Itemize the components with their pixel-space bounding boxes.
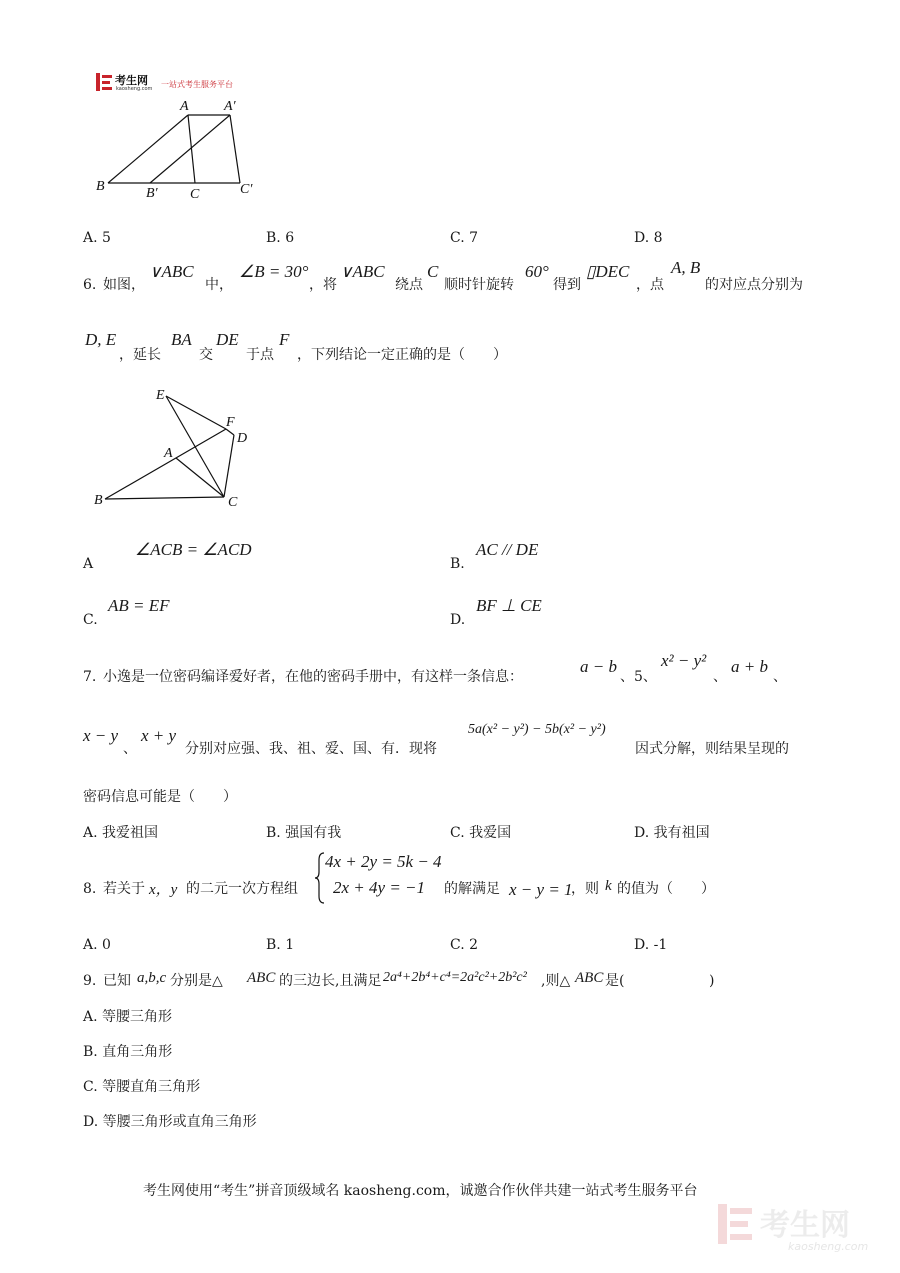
q7-math: 5a(x² − y²) − 5b(x² − y²) [468, 722, 606, 737]
q8-text: 的二元一次方程组 [186, 881, 298, 897]
watermark-logo-icon [718, 1204, 752, 1244]
q6-text: 交 [199, 347, 213, 363]
q6-option-letter: B. [450, 556, 465, 572]
q8-math: x，y [149, 882, 178, 898]
watermark-domain: kaosheng.com [788, 1240, 869, 1253]
q9-option-a[interactable]: A. 等腰三角形 [83, 1009, 173, 1025]
q6-math: D, E [85, 330, 117, 349]
q7-math: x + y [141, 726, 177, 745]
q6-label-F: F [226, 415, 235, 430]
q6-math: ▯DEC [586, 262, 630, 281]
logo-name: 考生网 [115, 74, 148, 87]
q7-text: 因式分解，则结果呈现的 [635, 741, 789, 757]
q9-stem [83, 970, 723, 992]
header-logo [96, 72, 266, 94]
q6-math: ∠B = 30° [239, 262, 309, 281]
q6-math: ∨ABC [340, 262, 385, 281]
q5-label-B: B [96, 179, 105, 194]
q7-math: a − b [580, 657, 617, 676]
q5-line-B2A2 [150, 115, 230, 183]
page-footer: 考生网使用“考生”拼音顶级域名 kaosheng.com，诚邀合作伙伴共建一站式考生服务平台 [143, 1183, 698, 1199]
watermark-logo [718, 1200, 888, 1258]
q8-option-a[interactable]: A. 0 [83, 937, 111, 953]
q8-text: 的值为（ ） [617, 881, 715, 897]
q8-brace-icon [315, 852, 325, 904]
q6-line-BC [105, 497, 224, 499]
q5-label-C: C [190, 187, 200, 202]
q6-text: ，下列结论一定正确的是（ ） [297, 347, 507, 363]
q9-text: ,则△ [541, 973, 571, 989]
q6-label-D: D [237, 431, 248, 446]
q6-option-a[interactable] [83, 540, 303, 574]
q5-option-a[interactable]: A. 5 [83, 230, 111, 246]
q8-equation-2: 2x + 4y = −1 [333, 878, 426, 897]
q5-label-B2: B′ [146, 186, 158, 201]
q8-option-c[interactable]: C. 2 [450, 937, 479, 953]
q6-text: ，延长 [119, 347, 161, 363]
q9-text: 分别是△ [170, 973, 223, 989]
q8-math: k [605, 878, 612, 894]
q9-number: 9. [83, 973, 97, 989]
q9-text: ) [709, 973, 715, 989]
q8-stem [83, 850, 743, 906]
q5-label-C2: C′ [240, 182, 253, 197]
q8-option-b[interactable]: B. 1 [266, 937, 295, 953]
q6-line-DC [224, 435, 234, 497]
q6-math: F [279, 330, 290, 349]
q6-option-d[interactable] [450, 596, 650, 630]
q7-text: 、 [773, 669, 787, 685]
q7-option-d[interactable]: D. 我有祖国 [634, 825, 710, 841]
q6-stem-line1 [83, 258, 823, 296]
q6-math: ∨ABC [149, 262, 194, 281]
q5-line-A2C2 [230, 115, 240, 183]
q6-line-EC [166, 396, 224, 497]
q7-option-a[interactable]: A. 我爱祖国 [83, 825, 159, 841]
q7-text: 、 [123, 741, 137, 757]
q6-text: 得到 [553, 277, 581, 293]
q6-math: C [427, 262, 439, 281]
q6-text: 的对应点分别为 [705, 277, 803, 293]
q8-number: 8. [83, 881, 97, 897]
q6-label-C: C [228, 495, 238, 510]
q5-line-BA [108, 115, 188, 183]
q6-option-math: ∠ACB = ∠ACD [135, 540, 252, 559]
q8-equation-1: 4x + 2y = 5k − 4 [325, 852, 442, 871]
q7-stem-line2 [83, 722, 813, 756]
watermark-name: 考生网 [760, 1208, 850, 1243]
q6-text: ，将 [309, 277, 337, 293]
q7-number: 7. [83, 669, 97, 685]
q5-label-A2: A′ [224, 99, 236, 114]
q6-label-B: B [94, 493, 103, 508]
logo-domain: kaosheng.com [116, 86, 153, 92]
q6-text: 如图， [103, 277, 145, 293]
q9-option-c[interactable]: C. 等腰直角三角形 [83, 1079, 201, 1095]
q6-option-c[interactable] [83, 596, 283, 630]
q6-option-math: AC // DE [476, 540, 539, 559]
q7-text: 、5、 [620, 669, 657, 685]
q6-number: 6. [83, 277, 97, 293]
q6-label-A: A [164, 446, 173, 461]
q9-text: 已知 [103, 973, 131, 989]
q7-option-c[interactable]: C. 我爱国 [450, 825, 512, 841]
q6-math: BA [171, 330, 192, 349]
q7-math: a + b [731, 657, 768, 676]
logo-slogan: 一站式考生服务平台 [161, 80, 233, 89]
q9-text: 的三边长,且满足 [279, 973, 382, 989]
q6-option-math: AB = EF [108, 596, 170, 615]
q5-figure [90, 95, 280, 205]
q7-math: x − y [83, 726, 119, 745]
kaosheng-logo-icon [96, 73, 112, 91]
q6-option-letter: D. [450, 612, 466, 628]
q6-option-letter: A [83, 556, 94, 572]
q6-text: 绕点 [395, 277, 423, 293]
q7-text: 分别对应强、我、祖、爱、国、有．现将 [185, 741, 437, 757]
q8-text: 的解满足 [444, 881, 500, 897]
q6-option-letter: C. [83, 612, 98, 628]
q9-math: a,b,c [137, 970, 167, 986]
q6-math: DE [216, 330, 239, 349]
q6-stem-line2 [83, 330, 563, 364]
q5-line-AC [188, 115, 195, 183]
q6-option-math: BF ⊥ CE [476, 596, 542, 615]
q7-math: x² − y² [661, 651, 707, 670]
q7-stem-line1 [83, 651, 803, 685]
q6-line-AC [176, 458, 224, 497]
q7-option-b[interactable]: B. 强国有我 [266, 825, 342, 841]
q7-stem-line3: 密码信息可能是（ ） [83, 789, 237, 805]
q8-math: x − y = 1 [509, 880, 573, 899]
q6-text: 顺时针旋转 [444, 277, 514, 293]
q9-text: 是( [605, 973, 625, 989]
q6-text: 于点 [246, 347, 274, 363]
q5-option-d[interactable]: D. 8 [634, 230, 663, 246]
q6-figure [90, 383, 260, 513]
q6-label-E: E [156, 388, 165, 403]
q9-option-d[interactable]: D. 等腰三角形或直角三角形 [83, 1114, 257, 1130]
q6-text: ，点 [636, 277, 664, 293]
q9-math: ABC [247, 970, 276, 986]
q5-option-c[interactable]: C. 7 [450, 230, 479, 246]
q6-line-BF [105, 429, 226, 499]
q5-label-A: A [180, 99, 189, 114]
q7-text: 、 [713, 669, 727, 685]
q9-math: ABC [575, 970, 604, 986]
q8-option-d[interactable]: D. -1 [634, 937, 668, 953]
q8-text: ，则 [571, 881, 599, 897]
q6-option-b[interactable] [450, 540, 650, 574]
q6-math: 60° [525, 262, 549, 281]
q9-option-b[interactable]: B. 直角三角形 [83, 1044, 173, 1060]
q8-text: 若关于 [103, 881, 145, 897]
q6-text: 中， [205, 277, 233, 293]
q5-option-b[interactable]: B. 6 [266, 230, 295, 246]
q6-math: A, B [671, 258, 701, 277]
q7-text: 小逸是一位密码编译爱好者，在他的密码手册中，有这样一条信息： [103, 669, 523, 685]
q9-math: 2a⁴+2b⁴+c⁴=2a²c²+2b²c² [383, 970, 527, 985]
